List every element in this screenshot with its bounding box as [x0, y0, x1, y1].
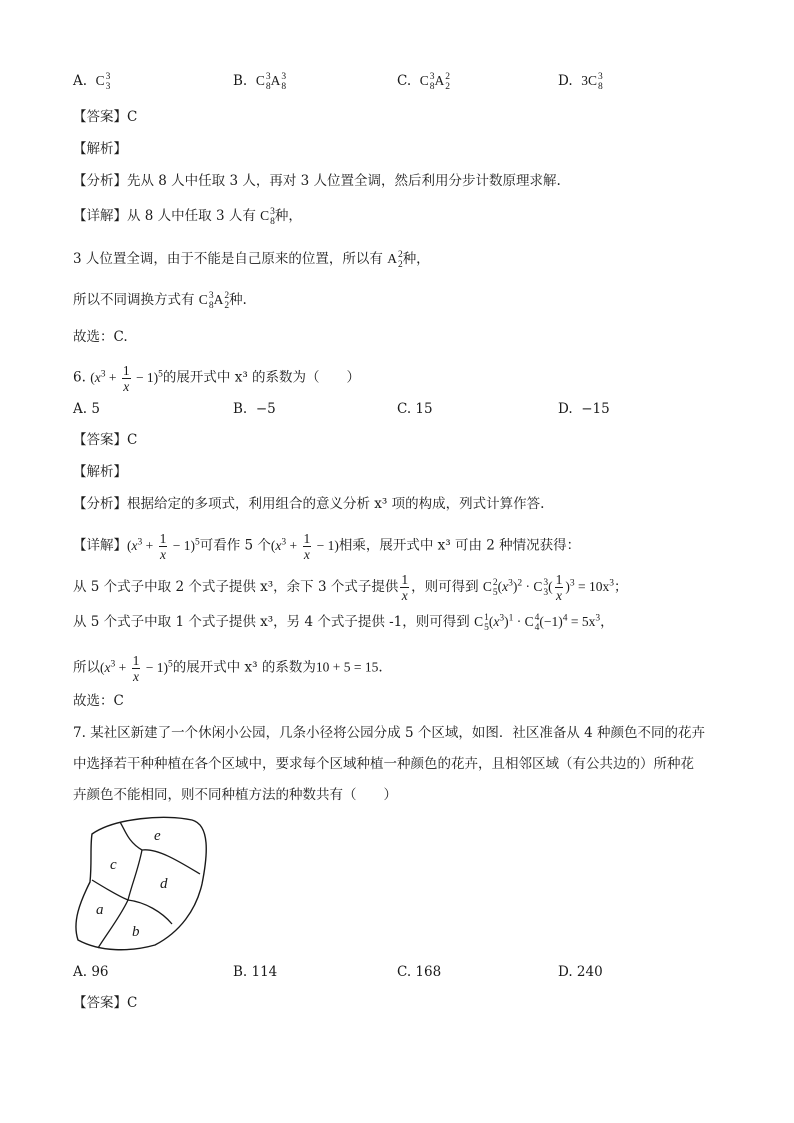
q7-option-a: A. 96: [73, 964, 109, 980]
q6-fenxi: 【分析】根据给定的多项式，利用组合的意义分析 x³ 项的构成，列式计算作答.: [73, 496, 545, 512]
q6-detail-3: 从 5 个式子中取 1 个式子提供 x³，另 4 个式子提供 -1，则可得到 C 1 5 $(x^3)^1 \cdot C$ 4 4 $(-1)^4 = 5x^3$，: [73, 612, 614, 633]
q6-option-c: C. 15: [397, 401, 433, 417]
region-label-c: c: [110, 857, 117, 873]
q5-answer: 【答案】C: [73, 109, 138, 125]
q6-choose: 故选：C: [73, 693, 124, 709]
q5-detail-2: 3 人位置全调，由于不能是自己原来的位置，所以有 A 2 2 种，: [73, 249, 430, 270]
q7-option-b: B. 114: [233, 964, 278, 980]
q7-stem-line-1: 7. 某社区新建了一个休闲小公园，几条小径将公园分成 5 个区域，如图．社区准备从 4 种颜色不同的花卉: [73, 725, 706, 741]
q7-answer: 【答案】C: [73, 995, 138, 1011]
q6-stem: 6. ($x^3$ + $\frac{1}{x}$ − 1)$^5$的展开式中 x³ 的系数为（ ）: [73, 363, 361, 394]
q7-option-c: C. 168: [397, 964, 442, 980]
q7-option-d: D. 240: [558, 964, 603, 980]
q7-stem-line-2: 中选择若干种种植在各个区域中，要求每个区域种植一种颜色的花卉，且相邻区域（有公共边的）所种花: [73, 756, 694, 772]
q7-stem-line-3: 卉颜色不能相同，则不同种植方法的种数共有（ ）: [73, 787, 397, 803]
region-label-d: d: [160, 876, 168, 892]
q5-option-d: D. 3C 3 8: [558, 71, 603, 92]
q6-answer: 【答案】C: [73, 432, 138, 448]
q5-option-b: B. C 3 8 A 3 8: [233, 71, 287, 92]
q5-fenxi: 【分析】先从 8 人中任取 3 人，再对 3 人位置全调，然后利用分步计数原理求解.: [73, 173, 561, 189]
q5-option-c: C. C 3 8 A 2 2: [397, 71, 450, 92]
q6-option-a: A. 5: [73, 401, 100, 417]
q5-choose: 故选：C.: [73, 329, 128, 345]
region-label-b: b: [132, 924, 140, 940]
q5-detail-1: 【详解】从 8 人中任取 3 人有 C 3 8 种，: [73, 206, 302, 227]
q5-option-a: A. C 3 3: [73, 71, 111, 92]
path-a-c-boundary: [92, 880, 128, 900]
q6-detail-4: 所以($x^3$ + $\frac{1}{x}$ − 1)$^5$的展开式中 x³ 的系数为10 + 5 = 15.: [73, 653, 383, 684]
q6-detail-2: 从 5 个式子中取 2 个式子提供 x³，余下 3 个式子提供 $\frac{1}{x}$ ，则可得到 C 2 5 $(x^3)^2 \cdot C$ 3 3 ( $\frac{1}{x}$ )$^3 = 10x^3$；: [73, 572, 628, 604]
q6-detail-1: 【详解】($x^3$ + $\frac{1}{x}$ − 1)$^5$可看作 5 个($x^3$ + $\frac{1}{x}$ − 1)相乘，展开式中 x³ 可由 2 种情况获得：: [73, 531, 581, 562]
region-label-a: a: [96, 902, 104, 918]
path-c-d-boundary: [128, 850, 142, 900]
q5-detail-3: 所以不同调换方式有 C 3 8 A 2 2 种.: [73, 290, 247, 311]
park-region-diagram: [70, 812, 220, 957]
q6-option-d: D. −15: [558, 401, 610, 417]
park-outline: [76, 817, 206, 949]
q5-analysis-heading: 【解析】: [73, 141, 127, 157]
path-b-d-boundary: [128, 900, 172, 924]
region-label-e: e: [154, 828, 161, 844]
q6-option-b: B. −5: [233, 401, 276, 417]
q6-analysis-heading: 【解析】: [73, 464, 127, 480]
